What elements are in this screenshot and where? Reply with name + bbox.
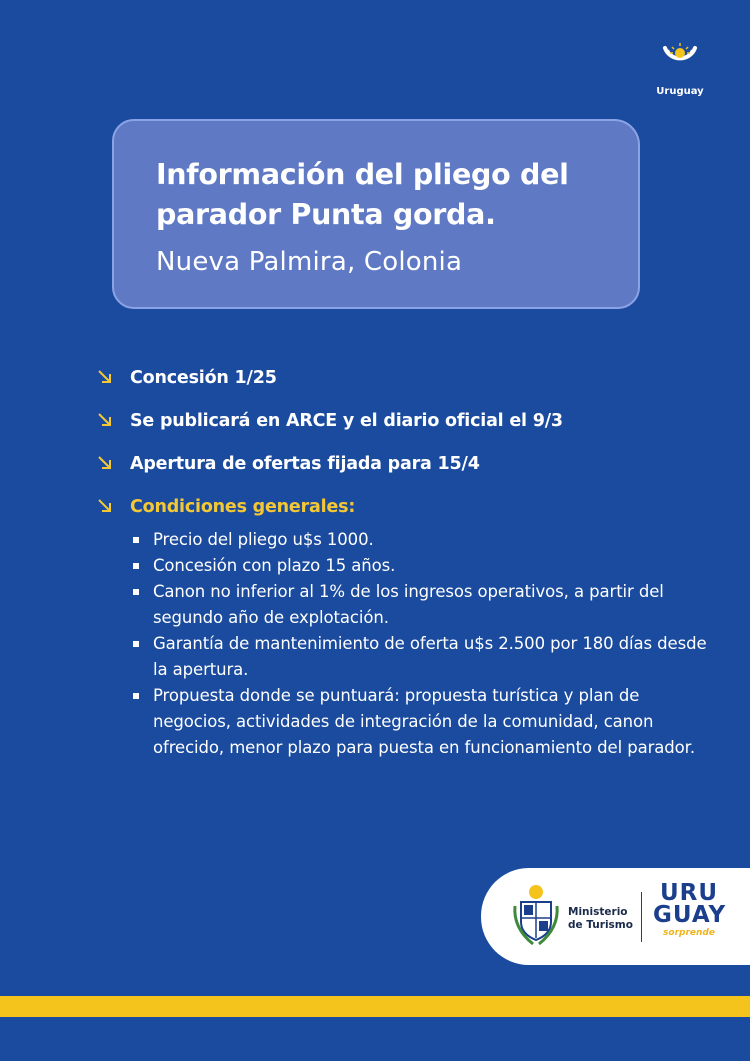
conditions-list [130, 527, 716, 761]
coat-of-arms-icon [511, 882, 561, 946]
page-title: Información del pliego del parador Punta gorda. [156, 158, 569, 231]
condition-text: Concesión con plazo 15 años. [153, 556, 396, 575]
list-item-condiciones [96, 495, 716, 519]
ministry-name [568, 906, 633, 932]
logo-divider [641, 892, 642, 942]
condition-item [130, 683, 716, 761]
brand-label: Uruguay [656, 86, 704, 97]
condition-text: Garantía de mantenimiento de oferta u$s 2.500 por 180 días desde la apertura. [153, 634, 707, 679]
list-item-label: Apertura de ofertas fijada para 15/4 [130, 454, 480, 474]
bullet-icon [133, 641, 139, 647]
logo-line-1: URU [659, 880, 719, 906]
condition-item [130, 631, 716, 683]
condition-text: Canon no inferior al 1% de los ingresos operativos, a partir del segundo año de explotación. [153, 582, 664, 627]
logo-tagline: sorprende [663, 928, 715, 938]
list-item-concesion [96, 366, 716, 390]
list-item-label: Condiciones generales: [130, 497, 356, 517]
bullet-icon [133, 537, 139, 543]
list-item-label: Concesión 1/25 [130, 368, 277, 388]
list-item-label: Se publicará en ARCE y el diario oficial el 9/3 [130, 411, 563, 431]
bullet-icon [133, 563, 139, 569]
footer-logos [481, 868, 750, 965]
arrow-down-right-icon [96, 411, 114, 429]
logo-line-2: GUAY [653, 902, 727, 928]
ministry-line-1: Ministerio [568, 906, 628, 918]
page-subtitle: Nueva Palmira, Colonia [156, 247, 463, 277]
yellow-stripe [0, 996, 750, 1017]
arrow-down-right-icon [96, 368, 114, 386]
bottom-blue-band [0, 1017, 750, 1061]
sun-crescent-icon [658, 38, 702, 82]
title-box [112, 119, 640, 309]
uruguay-sorprende-logo [653, 882, 725, 938]
ministry-line-2: de Turismo [568, 919, 633, 931]
condition-item [130, 553, 716, 579]
condition-item [130, 527, 716, 553]
bullet-icon [133, 589, 139, 595]
condition-item [130, 579, 716, 631]
arrow-down-right-icon [96, 454, 114, 472]
bullet-icon [133, 693, 139, 699]
uruguay-brand-logo [650, 38, 710, 97]
arrow-down-right-icon [96, 497, 114, 515]
list-item-publicacion [96, 409, 716, 433]
list-item-apertura [96, 452, 716, 476]
condition-text: Propuesta donde se puntuará: propuesta turística y plan de negocios, actividades de integración de la comunidad, canon ofrecido, menor plazo para puesta en funcionamiento del parador. [153, 686, 695, 757]
condition-text: Precio del pliego u$s 1000. [153, 530, 374, 549]
info-list [96, 366, 716, 761]
